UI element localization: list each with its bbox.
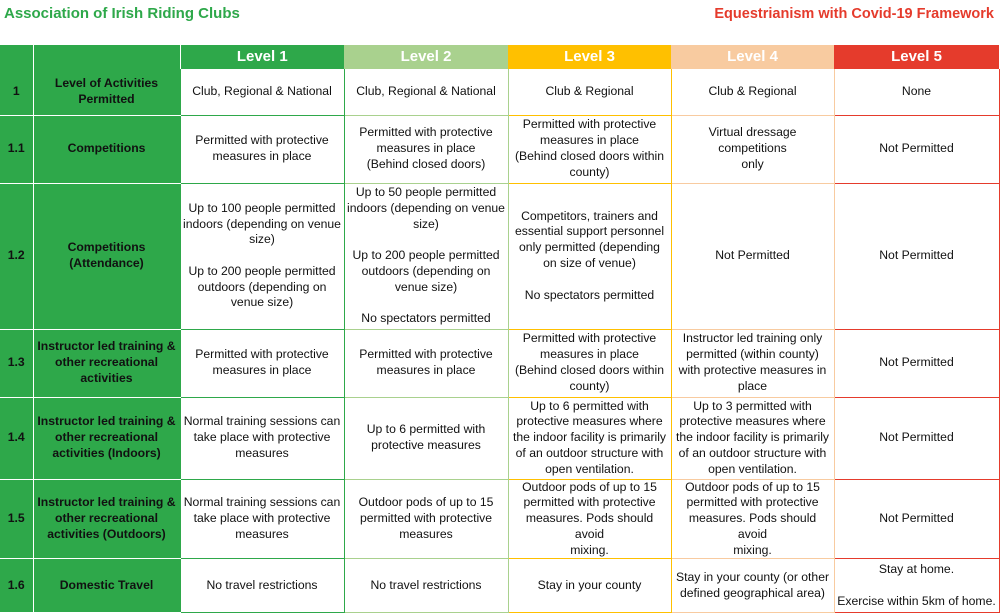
level-2-cell: Permitted with protective measures in place (Behind closed doors) [344,115,508,183]
row-number: 1.3 [0,329,33,397]
level-4-cell: Stay in your county (or other defined geographical area) [671,559,834,613]
level-1-cell: Club, Regional & National [180,69,344,115]
level-2-cell: Up to 6 permitted with protective measures [344,397,508,479]
table-row [0,479,999,559]
level-4-cell: Instructor led training only permitted (within county) with protective measures in place [671,329,834,397]
row-label: Level of Activities Permitted [33,69,180,115]
row-number: 1.2 [0,183,33,329]
row-label: Competitions (Attendance) [33,183,180,329]
header-blank-label [33,45,180,69]
level-4-cell: Outdoor pods of up to 15 permitted with protective measures. Pods should avoid mixing. [671,479,834,559]
table-row [0,115,999,183]
level-5-cell: Not Permitted [834,397,999,479]
level-5-cell: Not Permitted [834,479,999,559]
level-3-cell: Permitted with protective measures in place (Behind closed doors within county) [508,329,671,397]
header-row [0,45,999,69]
table-body [0,69,999,613]
level-5-cell: Not Permitted [834,183,999,329]
level-3-cell: Competitors, trainers and essential support personnel only permitted (depending on size of venue) No spectators permitted [508,183,671,329]
row-label: Domestic Travel [33,559,180,613]
level-4-cell: Virtual dressage competitions only [671,115,834,183]
row-number: 1.4 [0,397,33,479]
level-1-cell: Up to 100 people permitted indoors (depending on venue size) Up to 200 people permitted outdoors (depending on venue size) [180,183,344,329]
level-2-cell: No travel restrictions [344,559,508,613]
level-5-cell: Not Permitted [834,329,999,397]
level-5-cell: Not Permitted [834,115,999,183]
table-row [0,69,999,115]
table-row [0,183,999,329]
level-3-cell: Outdoor pods of up to 15 permitted with protective measures. Pods should avoid mixing. [508,479,671,559]
framework-table [0,45,1000,613]
row-label: Instructor led training & other recreational activities (Indoors) [33,397,180,479]
level-5-cell: Stay at home. Exercise within 5km of home. [834,559,999,613]
header-blank-num [0,45,33,69]
level-4-cell: Not Permitted [671,183,834,329]
level-3-cell: Permitted with protective measures in place (Behind closed doors within county) [508,115,671,183]
level-3-cell: Stay in your county [508,559,671,613]
level-1-cell: Permitted with protective measures in place [180,329,344,397]
table-row [0,397,999,479]
level-4-cell: Club & Regional [671,69,834,115]
level-1-cell: No travel restrictions [180,559,344,613]
row-label: Competitions [33,115,180,183]
row-number: 1.1 [0,115,33,183]
level-1-cell: Normal training sessions can take place with protective measures [180,397,344,479]
level-2-cell: Club, Regional & National [344,69,508,115]
level-3-cell: Up to 6 permitted with protective measures where the indoor facility is primarily of an outdoor structure with open ventilation. [508,397,671,479]
level-1-header: Level 1 [180,45,344,69]
organisation-title: Association of Irish Riding Clubs [4,5,240,22]
level-4-header: Level 4 [671,45,834,69]
table-row [0,559,999,613]
level-5-header: Level 5 [834,45,999,69]
row-number: 1.6 [0,559,33,613]
level-2-cell: Outdoor pods of up to 15 permitted with protective measures [344,479,508,559]
level-1-cell: Normal training sessions can take place with protective measures [180,479,344,559]
level-5-cell: None [834,69,999,115]
level-3-header: Level 3 [508,45,671,69]
row-label: Instructor led training & other recreational activities (Outdoors) [33,479,180,559]
level-1-cell: Permitted with protective measures in place [180,115,344,183]
level-3-cell: Club & Regional [508,69,671,115]
level-2-cell: Up to 50 people permitted indoors (depending on venue size) Up to 200 people permitted outdoors (depending on venue size) No spectators permitted [344,183,508,329]
level-2-cell: Permitted with protective measures in place [344,329,508,397]
row-label: Instructor led training & other recreational activities [33,329,180,397]
level-2-header: Level 2 [344,45,508,69]
level-4-cell: Up to 3 permitted with protective measures where the indoor facility is primarily of an outdoor structure with open ventilation. [671,397,834,479]
table-row [0,329,999,397]
row-number: 1.5 [0,479,33,559]
framework-title: Equestrianism with Covid-19 Framework [714,6,994,22]
row-number: 1 [0,69,33,115]
